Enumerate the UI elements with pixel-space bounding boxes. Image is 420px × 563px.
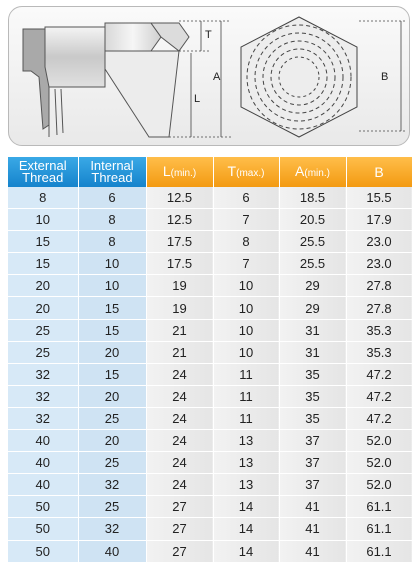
header-t: T(max.) xyxy=(213,157,279,187)
cell-a-min: 41 xyxy=(279,496,346,518)
cell-external-thread: 25 xyxy=(8,319,78,341)
cell-a-min: 41 xyxy=(279,518,346,540)
cell-external-thread: 15 xyxy=(8,231,78,253)
dimensions-table xyxy=(8,157,413,563)
cell-a-min: 29 xyxy=(279,275,346,297)
cell-l-min: 24 xyxy=(146,407,213,429)
cell-l-min: 27 xyxy=(146,540,213,562)
cell-a-min: 35 xyxy=(279,407,346,429)
cell-external-thread: 32 xyxy=(8,407,78,429)
header-l: L(min.) xyxy=(146,157,213,187)
cell-t-max: 13 xyxy=(213,474,279,496)
cell-l-min: 24 xyxy=(146,385,213,407)
cell-l-min: 24 xyxy=(146,452,213,474)
cell-t-max: 10 xyxy=(213,319,279,341)
cell-external-thread: 50 xyxy=(8,496,78,518)
dimension-t-label: T xyxy=(205,29,212,41)
side-view xyxy=(23,23,189,137)
cell-external-thread: 50 xyxy=(8,540,78,562)
cell-b: 23.0 xyxy=(346,231,412,253)
cell-internal-thread: 25 xyxy=(78,407,146,429)
table-row xyxy=(8,407,412,429)
dimension-b-label: B xyxy=(381,71,389,83)
table-row xyxy=(8,341,412,363)
table-row xyxy=(8,452,412,474)
cell-internal-thread: 20 xyxy=(78,430,146,452)
cell-t-max: 14 xyxy=(213,518,279,540)
cell-l-min: 19 xyxy=(146,297,213,319)
cell-internal-thread: 8 xyxy=(78,209,146,231)
cell-t-max: 10 xyxy=(213,341,279,363)
cell-external-thread: 20 xyxy=(8,297,78,319)
cell-internal-thread: 20 xyxy=(78,341,146,363)
cell-b: 61.1 xyxy=(346,540,412,562)
cell-l-min: 21 xyxy=(146,319,213,341)
cell-internal-thread: 40 xyxy=(78,540,146,562)
cell-internal-thread: 32 xyxy=(78,474,146,496)
cell-a-min: 37 xyxy=(279,452,346,474)
cell-b: 35.3 xyxy=(346,319,412,341)
dimension-a-label: A xyxy=(213,71,221,83)
cell-internal-thread: 20 xyxy=(78,385,146,407)
cell-t-max: 13 xyxy=(213,430,279,452)
cell-b: 47.2 xyxy=(346,363,412,385)
cell-b: 52.0 xyxy=(346,474,412,496)
cell-a-min: 35 xyxy=(279,385,346,407)
cell-external-thread: 8 xyxy=(8,187,78,209)
cell-a-min: 35 xyxy=(279,363,346,385)
table-row xyxy=(8,187,412,209)
hex-view xyxy=(241,17,357,137)
cell-b: 15.5 xyxy=(346,187,412,209)
cell-a-min: 20.5 xyxy=(279,209,346,231)
cell-t-max: 7 xyxy=(213,209,279,231)
table-row xyxy=(8,231,412,253)
cell-a-min: 37 xyxy=(279,430,346,452)
cell-internal-thread: 15 xyxy=(78,319,146,341)
cell-t-max: 11 xyxy=(213,407,279,429)
fitting-diagram xyxy=(8,6,410,146)
fitting-drawing xyxy=(9,7,410,146)
cell-b: 17.9 xyxy=(346,209,412,231)
cell-internal-thread: 10 xyxy=(78,275,146,297)
cell-l-min: 17.5 xyxy=(146,231,213,253)
header-internal-thread: Internal Thread xyxy=(78,157,146,187)
cell-b: 35.3 xyxy=(346,341,412,363)
cell-t-max: 7 xyxy=(213,253,279,275)
table-row xyxy=(8,496,412,518)
cell-b: 61.1 xyxy=(346,496,412,518)
cell-b: 52.0 xyxy=(346,452,412,474)
table-row xyxy=(8,319,412,341)
cell-a-min: 31 xyxy=(279,341,346,363)
table-row xyxy=(8,385,412,407)
cell-external-thread: 40 xyxy=(8,474,78,496)
header-external-thread: External Thread xyxy=(8,157,78,187)
cell-external-thread: 50 xyxy=(8,518,78,540)
table-row xyxy=(8,275,412,297)
table-row xyxy=(8,430,412,452)
cell-external-thread: 25 xyxy=(8,341,78,363)
cell-external-thread: 15 xyxy=(8,253,78,275)
cell-internal-thread: 8 xyxy=(78,231,146,253)
cell-l-min: 19 xyxy=(146,275,213,297)
cell-internal-thread: 15 xyxy=(78,363,146,385)
cell-internal-thread: 10 xyxy=(78,253,146,275)
cell-a-min: 37 xyxy=(279,474,346,496)
cell-external-thread: 10 xyxy=(8,209,78,231)
cell-a-min: 18.5 xyxy=(279,187,346,209)
cell-b: 27.8 xyxy=(346,275,412,297)
cell-t-max: 11 xyxy=(213,363,279,385)
cell-a-min: 41 xyxy=(279,540,346,562)
cell-t-max: 14 xyxy=(213,496,279,518)
cell-l-min: 21 xyxy=(146,341,213,363)
cell-external-thread: 40 xyxy=(8,452,78,474)
cell-b: 52.0 xyxy=(346,430,412,452)
cell-l-min: 17.5 xyxy=(146,253,213,275)
cell-b: 23.0 xyxy=(346,253,412,275)
cell-t-max: 14 xyxy=(213,540,279,562)
table-row xyxy=(8,253,412,275)
cell-b: 61.1 xyxy=(346,518,412,540)
table-row xyxy=(8,474,412,496)
cell-l-min: 27 xyxy=(146,496,213,518)
dimension-l-label: L xyxy=(194,93,201,105)
table-row xyxy=(8,540,412,562)
table-body xyxy=(8,187,412,562)
cell-b: 27.8 xyxy=(346,297,412,319)
cell-b: 47.2 xyxy=(346,385,412,407)
table-row xyxy=(8,363,412,385)
cell-internal-thread: 25 xyxy=(78,452,146,474)
cell-l-min: 12.5 xyxy=(146,187,213,209)
cell-external-thread: 32 xyxy=(8,363,78,385)
cell-external-thread: 40 xyxy=(8,430,78,452)
cell-t-max: 8 xyxy=(213,231,279,253)
cell-t-max: 11 xyxy=(213,385,279,407)
table-row xyxy=(8,209,412,231)
cell-internal-thread: 6 xyxy=(78,187,146,209)
cell-external-thread: 20 xyxy=(8,275,78,297)
dimensions-table-container xyxy=(8,157,412,559)
cell-b: 47.2 xyxy=(346,407,412,429)
cell-internal-thread: 32 xyxy=(78,518,146,540)
cell-a-min: 29 xyxy=(279,297,346,319)
cell-t-max: 6 xyxy=(213,187,279,209)
cell-t-max: 13 xyxy=(213,452,279,474)
cell-t-max: 10 xyxy=(213,275,279,297)
table-header-row xyxy=(8,157,412,187)
cell-t-max: 10 xyxy=(213,297,279,319)
cell-internal-thread: 15 xyxy=(78,297,146,319)
cell-l-min: 24 xyxy=(146,363,213,385)
cell-l-min: 24 xyxy=(146,474,213,496)
table-row xyxy=(8,297,412,319)
cell-a-min: 25.5 xyxy=(279,231,346,253)
cell-internal-thread: 25 xyxy=(78,496,146,518)
cell-a-min: 31 xyxy=(279,319,346,341)
cell-l-min: 24 xyxy=(146,430,213,452)
header-a: A(min.) xyxy=(279,157,346,187)
cell-l-min: 27 xyxy=(146,518,213,540)
cell-a-min: 25.5 xyxy=(279,253,346,275)
header-b: B xyxy=(346,157,412,187)
cell-external-thread: 32 xyxy=(8,385,78,407)
cell-l-min: 12.5 xyxy=(146,209,213,231)
table-row xyxy=(8,518,412,540)
